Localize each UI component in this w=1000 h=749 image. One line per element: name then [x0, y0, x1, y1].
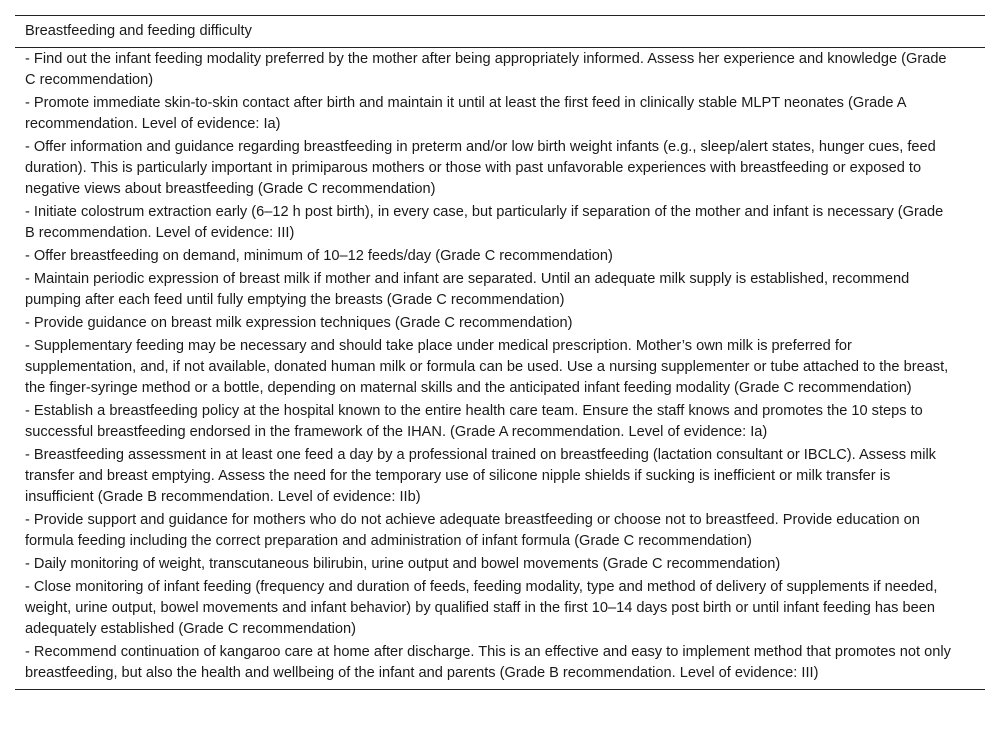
- table-cell: - Maintain periodic expression of breast milk if mother and infant are separated. Until an adequate milk supply is established, recommend pumping after each feed until fully emptying the breasts (Grade C recommendation): [25, 271, 910, 308]
- table-row: [15, 201, 985, 245]
- table-row: [15, 509, 985, 553]
- table-cell: - Close monitoring of infant feeding (frequency and duration of feeds, feeding modality, type and method of delivery of supplements if needed, weight, urine output, bowel movements and infant behavior) by qualified staff in the first 10–14 days post birth or until infant feeding has been adequately established (Grade C recommendation): [25, 579, 938, 637]
- table-cell: - Provide support and guidance for mothers who do not achieve adequate breastfeeding or choose not to breastfeed. Provide education on formula feeding including the correct preparation and administration of infant formula (Grade C recommendation): [25, 512, 920, 549]
- table-cell: - Daily monitoring of weight, transcutaneous bilirubin, urine output and bowel movements (Grade C recommendation): [25, 556, 781, 572]
- recommendations-table: [15, 15, 985, 690]
- table-cell: - Breastfeeding assessment in at least one feed a day by a professional trained on breastfeeding (lactation consultant or IBCLC). Assess milk transfer and breast emptying. Assess the need for the temporary use of silicone nipple shields if sucking is inefficient or milk transfer is insufficient (Grade B recommendation. Level of evidence: IIb): [25, 447, 936, 505]
- table-cell: - Provide guidance on breast milk expression techniques (Grade C recommendation): [25, 315, 573, 331]
- table-row: [15, 268, 985, 312]
- table-row: [15, 312, 985, 335]
- table-row: [15, 92, 985, 136]
- table-row: [15, 48, 985, 93]
- table-cell: - Offer breastfeeding on demand, minimum of 10–12 feeds/day (Grade C recommendation): [25, 248, 613, 264]
- table-header-row: [15, 16, 985, 48]
- table-cell: - Find out the infant feeding modality preferred by the mother after being appropriately informed. Assess her experience and knowledge (Grade C recommendation): [25, 51, 947, 88]
- table-row: [15, 641, 985, 690]
- table-row: [15, 245, 985, 268]
- table-row: [15, 576, 985, 641]
- table-header-cell: Breastfeeding and feeding difficulty: [15, 16, 985, 48]
- table-cell: - Establish a breastfeeding policy at the hospital known to the entire health care team. Ensure the staff knows and promotes the 10 steps to successful breastfeeding endorsed in the framework of the IHAN. (Grade A recommendation. Level of evidence: Ia): [25, 403, 923, 440]
- table-cell: - Supplementary feeding may be necessary and should take place under medical prescription. Mother’s own milk is preferred for supplementation, and, if not available, donated human milk or formula can be used. Use a nursing supplementer or tube attached to the breast, the finger-syringe method or a bottle, depending on maternal skills and the anticipated infant feeding modality (Grade C recommendation): [25, 338, 949, 396]
- table-cell: - Initiate colostrum extraction early (6–12 h post birth), in every case, but particularly if separation of the mother and infant is necessary (Grade B recommendation. Level of evidence: III): [25, 204, 944, 241]
- table-row: [15, 444, 985, 509]
- table-cell: - Promote immediate skin-to-skin contact after birth and maintain it until at least the first feed in clinically stable MLPT neonates (Grade A recommendation. Level of evidence: Ia): [25, 95, 906, 132]
- table-row: [15, 136, 985, 201]
- table-row: [15, 553, 985, 576]
- recommendations-table-container: [15, 15, 985, 690]
- table-row: [15, 335, 985, 400]
- table-row: [15, 400, 985, 444]
- table-cell: - Recommend continuation of kangaroo care at home after discharge. This is an effective and easy to implement method that promotes not only breastfeeding, but also the health and wellbeing of the infant and parents (Grade B recommendation. Level of evidence: III): [15, 641, 985, 690]
- table-cell: - Offer information and guidance regarding breastfeeding in preterm and/or low birth weight infants (e.g., sleep/alert states, hunger cues, feed duration). This is particularly important in primiparous mothers or those with past unfavorable experiences with breastfeeding or exposed to negative views about breastfeeding (Grade C recommendation): [25, 139, 936, 197]
